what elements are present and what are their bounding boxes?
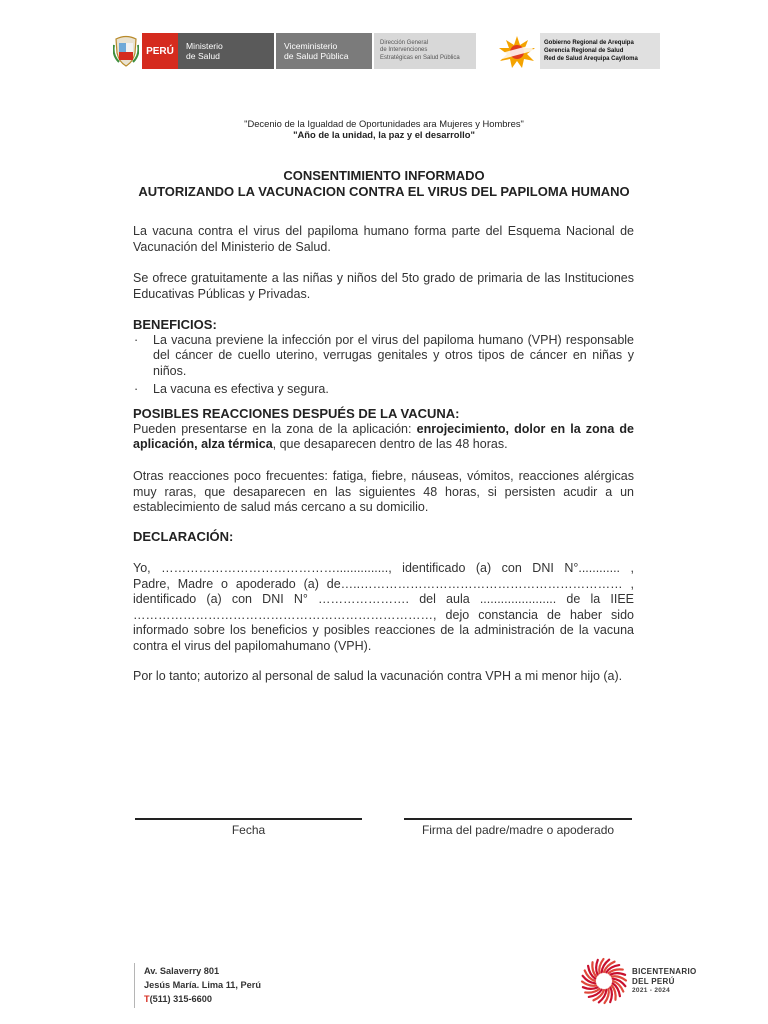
institutional-header [0, 33, 768, 69]
phone-number: (511) 315-6600 [149, 994, 212, 1004]
declaracion-line5: informado sobre los beneficios y posibles reacciones de la administración de la vacuna contra el virus del papilomahumano (VPH). [133, 623, 634, 653]
decenio-motto [0, 118, 768, 140]
firma-label: Firma del padre/madre o apoderado [421, 823, 615, 837]
intro-text-1: La vacuna contra el virus del papiloma humano forma parte del Esquema Nacional de Vacunación del Ministerio de Salud. [133, 224, 634, 254]
bicentenario-line2: DEL PERÚ [632, 976, 675, 986]
fecha-label: Fecha [231, 823, 266, 837]
reacciones-text-a: Pueden presentarse en la zona de la aplicación: [133, 421, 417, 436]
declaracion-line3: identificado (a) con DNI N° …………………. del aula ...................... de la IIEE [133, 592, 634, 606]
bicentenario-text [632, 967, 697, 996]
declaracion-line2: Padre, Madre o apoderado (a) de…..……………………………………………………… , [133, 576, 634, 591]
viceministerio-block [276, 33, 372, 69]
gobierno-line1: Gobierno Regional de Arequipa [544, 40, 634, 46]
gobierno-line2: Gerencia Regional de Salud [544, 48, 624, 54]
declaracion-line4: ………………………………………………………………, dejo constancia de haber sido [133, 607, 634, 622]
intro-text-2: Se ofrece gratuitamente a las niñas y niños del 5to grado de primaria de las Instituciones Educativas Públicas y Privadas. [133, 271, 634, 301]
footer-address [144, 964, 261, 1006]
beneficio-item [133, 382, 634, 398]
beneficio-item [133, 333, 634, 380]
declaracion-heading-block [133, 529, 634, 545]
phone-prefix: T [144, 994, 150, 1004]
direccion-line2: de Intervenciones [380, 47, 428, 54]
title-line1: CONSENTIMIENTO INFORMADO [283, 168, 485, 183]
bicentenario-logo-icon [580, 957, 628, 1005]
bullet-marker: · [134, 382, 139, 396]
bullet-marker: · [134, 332, 139, 347]
intro-paragraph-2 [133, 271, 634, 302]
reacciones-section [133, 406, 634, 453]
arequipa-sun-logo-icon [497, 35, 537, 69]
address-phone [144, 992, 261, 1006]
beneficios-section [133, 317, 634, 398]
reacciones-paragraph-1 [133, 422, 634, 453]
reacciones-text-bold: enrojecimiento, dolor en la zona de aplicación, alza térmica [133, 421, 634, 451]
coat-of-arms-icon [113, 35, 139, 67]
fecha-signature-line [135, 818, 362, 820]
decenio-line1: "Decenio de la Igualdad de Oportunidades ara Mujeres y Hombres" [244, 118, 524, 129]
reacciones-heading: POSIBLES REACCIONES DESPUÉS DE LA VACUNA: [133, 406, 460, 421]
address-line2: Jesús María. Lima 11, Perú [144, 980, 261, 990]
declaracion-heading: DECLARACIÓN: [133, 529, 234, 544]
declaracion-line1: Yo, ……………………………………..............., identificado (a) con DNI N°............ , [133, 561, 634, 575]
document-title [0, 168, 768, 199]
intro-paragraph-1 [133, 224, 634, 255]
beneficio-text-1: La vacuna previene la infección por el virus del papiloma humano (VPH) responsable del cáncer de cuello uterino, verrugas genitales y otros tipos de cáncer en niñas y niños. [153, 332, 634, 378]
title-line2: AUTORIZANDO LA VACUNACION CONTRA EL VIRUS DEL PAPILOMA HUMANO [138, 183, 630, 199]
gobierno-regional-block [540, 33, 660, 69]
autorizo-text: Por lo tanto; autorizo al personal de salud la vacunación contra VPH a mi menor hijo (a). [133, 669, 623, 683]
ministerio-block [178, 33, 274, 69]
decenio-line2: "Año de la unidad, la paz y el desarrollo" [293, 129, 475, 140]
bicentenario-line1: BICENTENARIO [632, 967, 697, 976]
reacciones-paragraph-2-block [133, 469, 634, 516]
bicentenario-years: 2021 - 2024 [632, 987, 670, 994]
direccion-line3: Estratégicas en Salud Pública [380, 54, 460, 61]
beneficios-heading: BENEFICIOS: [133, 317, 217, 332]
peru-logo-block [142, 33, 178, 69]
reacciones-paragraph-2: Otras reacciones poco frecuentes: fatiga, fiebre, náuseas, vómitos, reacciones alérgicas muy raras, que desaparecen en las siguientes 48 horas, si persisten acudir a un establecimiento de salud más cercano a su domicilio. [133, 469, 634, 514]
ministerio-line2: de Salud [186, 51, 220, 61]
declaracion-form [133, 561, 634, 654]
direccion-general-block [374, 33, 476, 69]
address-line1: Av. Salaverry 801 [144, 966, 220, 976]
autorizo-block [133, 669, 634, 685]
direccion-line1: Dirección General [380, 39, 429, 46]
firma-signature-line [404, 818, 632, 820]
viceministerio-line1: Viceministerio [284, 41, 338, 51]
peru-label: PERÚ [146, 45, 174, 57]
gobierno-line3: Red de Salud Arequipa Caylloma [544, 56, 638, 62]
viceministerio-line2: de Salud Pública [284, 51, 349, 61]
reacciones-text-c: , que desaparecen dentro de las 48 horas. [272, 437, 508, 451]
ministerio-line1: Ministerio [186, 41, 223, 51]
footer-divider [134, 963, 135, 1008]
beneficio-text-2: La vacuna es efectiva y segura. [153, 382, 329, 396]
